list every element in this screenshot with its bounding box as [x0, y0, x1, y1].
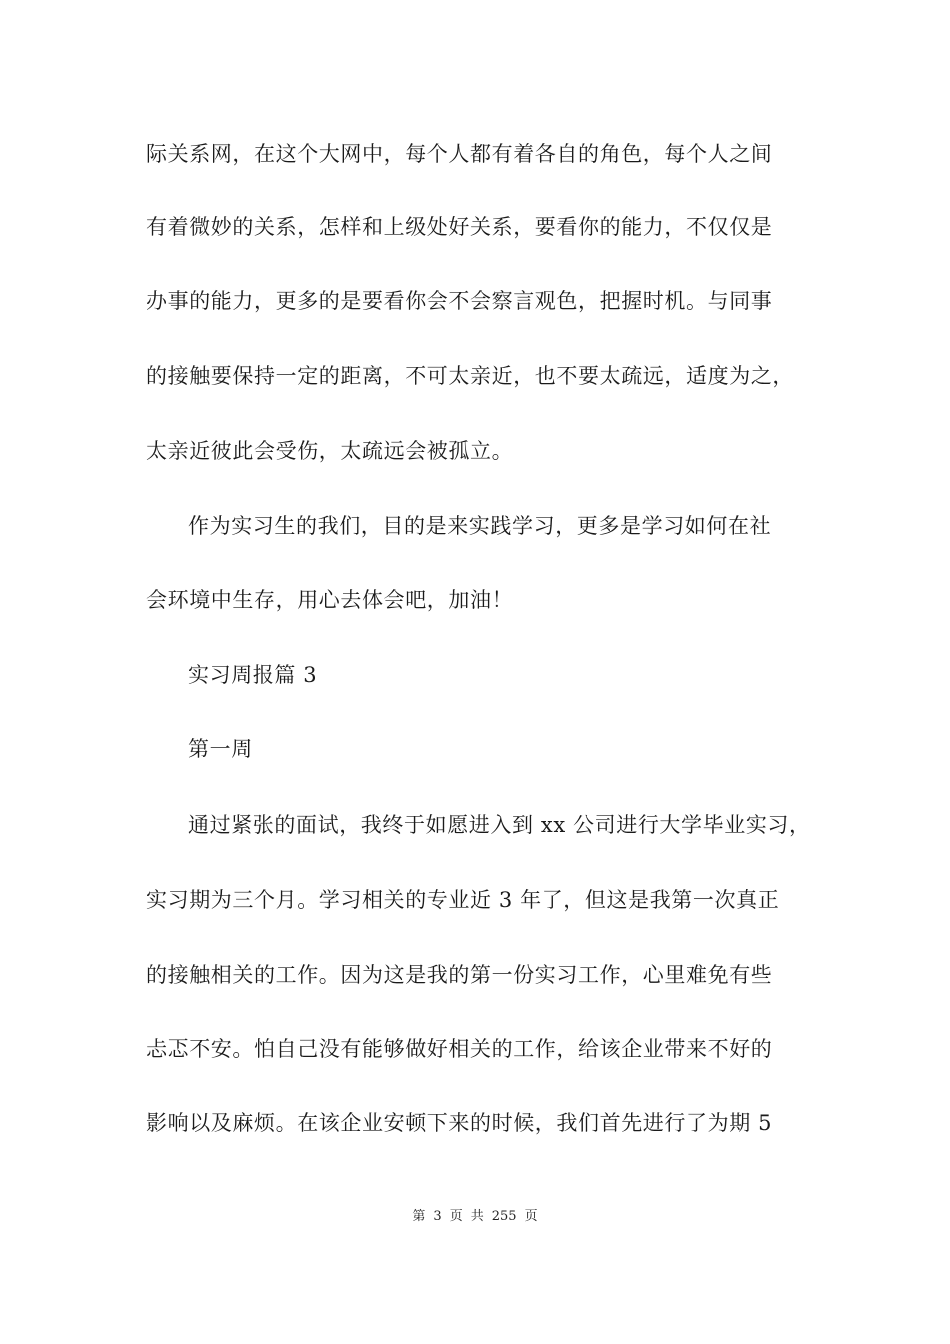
- section-heading: 实习周报篇 3: [188, 663, 318, 687]
- text-line: 际关系网，在这个大网中，每个人都有着各自的角色，每个人之间: [146, 142, 773, 166]
- current-page-number: 3: [433, 1209, 442, 1224]
- text-line: 办事的能力，更多的是要看你会不会察言观色，把握时机。与同事: [146, 289, 773, 313]
- total-pages-number: 255: [491, 1209, 517, 1224]
- subsection-heading: 第一周: [188, 737, 253, 761]
- text-line: 实习期为三个月。学习相关的专业近 3 年了，但这是我第一次真正: [146, 888, 780, 912]
- footer-label-page: 第: [412, 1209, 426, 1224]
- footer-label-total: 共: [470, 1209, 484, 1224]
- footer-label-unit: 页: [449, 1209, 463, 1224]
- paragraph-first-line: 作为实习生的我们，目的是来实践学习，更多是学习如何在社: [188, 514, 772, 538]
- text-line: 太亲近彼此会受伤，太疏远会被孤立。: [146, 439, 514, 463]
- text-line: 的接触相关的工作。因为这是我的第一份实习工作，心里难免有些: [146, 963, 773, 987]
- page-footer: [0, 1207, 950, 1227]
- text-line: 影响以及麻烦。在该企业安顿下来的时候，我们首先进行了为期 5: [146, 1111, 773, 1135]
- paragraph-first-line: 通过紧张的面试，我终于如愿进入到 xx 公司进行大学毕业实习，: [188, 813, 811, 837]
- footer-label-unit2: 页: [524, 1209, 538, 1224]
- text-line: 的接触要保持一定的距离，不可太亲近，也不要太疏远，适度为之，: [146, 364, 794, 388]
- text-line: 忐忑不安。怕自己没有能够做好相关的工作，给该企业带来不好的: [146, 1037, 773, 1061]
- text-line: 会环境中生存，用心去体会吧，加油！: [146, 588, 514, 612]
- text-line: 有着微妙的关系，怎样和上级处好关系，要看你的能力，不仅仅是: [146, 215, 773, 239]
